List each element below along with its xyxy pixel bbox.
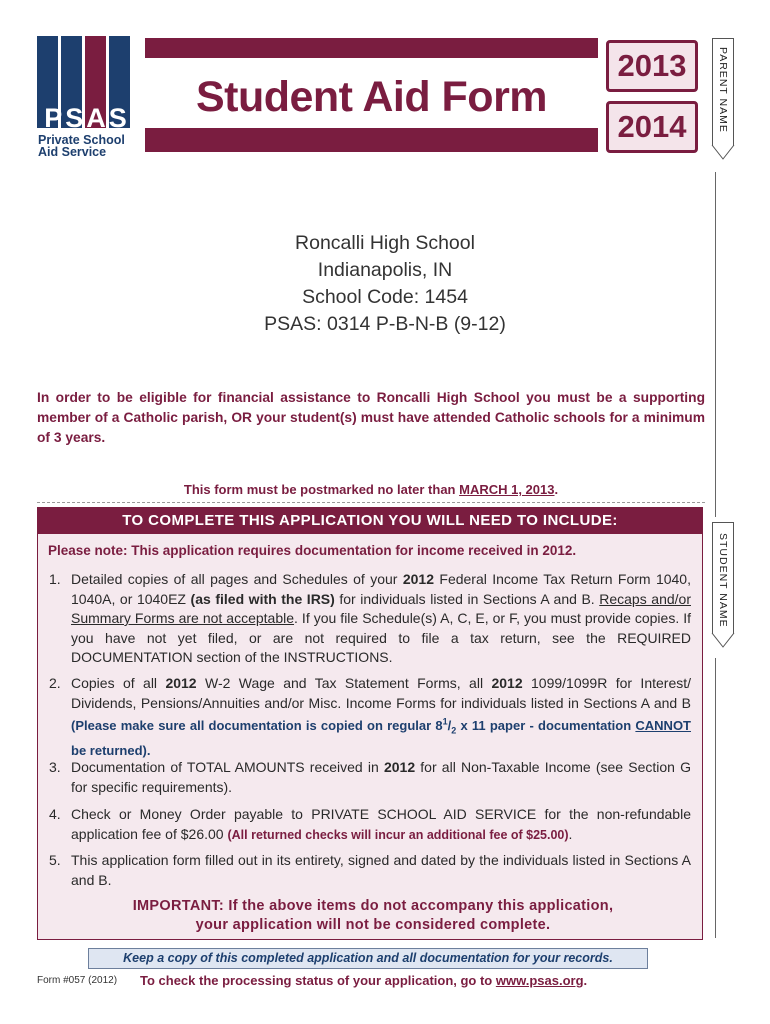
parent-name-label: PARENT NAME: [717, 47, 729, 133]
item2-paren-1: (Please make sure all documentation is copied on regular 8: [71, 718, 443, 734]
item-number: 2.: [49, 675, 61, 691]
item-number: 1.: [49, 571, 61, 587]
item-number: 4.: [49, 806, 61, 822]
year-2013-box: 2013: [606, 40, 698, 92]
status-prefix: To check the processing status of your application, go to: [140, 973, 496, 988]
item2-slash: /: [447, 718, 452, 734]
item1-filed: (as filed with the IRS): [190, 590, 335, 607]
postmark-date: MARCH 1, 2013: [459, 482, 555, 497]
keep-copy-notice: Keep a copy of this completed application and all documentation for your records.: [88, 948, 648, 969]
requirement-item-2: [49, 674, 691, 761]
student-tab-arrow: [711, 633, 735, 649]
school-code: School Code: 1454: [302, 286, 468, 308]
requirement-item-4: [49, 805, 691, 845]
student-name-tab: [712, 522, 734, 634]
requirement-item-5: [49, 851, 691, 890]
title-bar-bottom: [145, 128, 598, 152]
psas-logo: [37, 36, 137, 161]
logo-name-line2: Aid Service: [38, 145, 107, 159]
page-title: Student Aid Form: [195, 73, 548, 121]
item4-text-a: Check or Money Order payable to PRIVATE SCHOOL AID SERVICE for the non-refundable application fee of $26.00: [71, 806, 691, 842]
item2-text-b: W-2 Wage and Tax Statement Forms, all: [196, 675, 492, 691]
requirement-item-1: [49, 570, 691, 668]
item1-recaps: Recaps and/or Summary Forms are not acceptable: [71, 590, 691, 626]
logo-name-line1: Private School: [38, 133, 125, 147]
item1-text-d: . If you file Schedule(s) A, C, E, or F, you must provide copies. If you have not yet filed, or are not required to file a tax return, see the REQUIRED DOCUMENTATION section of the INSTRUCTIONS.: [71, 610, 692, 665]
important-line-2: your application will not be considered complete.: [195, 917, 551, 933]
status-suffix: .: [583, 973, 588, 988]
school-name: Roncalli High School: [295, 232, 475, 254]
item5-text-a: This application form filled out in its entirety, signed and dated by the individuals listed in Sections A and B.: [71, 852, 691, 888]
year-2014-box: 2014: [606, 101, 698, 153]
item1-text-c: for individuals listed in Sections A and B.: [334, 590, 600, 607]
item2-paren-2: x 11 paper - documentation: [456, 718, 636, 734]
postmark-suffix: .: [554, 482, 559, 497]
item-number: 3.: [49, 759, 61, 775]
psas-code: PSAS: 0314 P-B-N-B (9-12): [264, 313, 506, 335]
side-rule-bottom: [715, 658, 716, 938]
item1-year: 2012: [402, 571, 434, 587]
important-notice: [48, 897, 698, 935]
eligibility-statement: In order to be eligible for financial assistance to Roncalli High School you must be a supporting member of a Catholic parish, OR your student(s) must have attended Catholic schools for a minimum of 3 years.: [37, 390, 705, 445]
item2-year-2: 2012: [491, 675, 523, 691]
item2-sub: 2: [451, 725, 457, 736]
documentation-note: Please note: This application requires documentation for income received in 2012.: [48, 543, 577, 558]
item2-sup: 1: [442, 717, 448, 727]
item3-year: 2012: [383, 759, 416, 775]
item3-text-b: for all Non-Taxable Income (see Section G for specific requirements).: [71, 759, 691, 795]
item4-text-c: .: [568, 825, 573, 842]
postmark-deadline: [37, 482, 705, 497]
important-line-1: IMPORTANT: If the above items do not accompany this application,: [132, 898, 614, 914]
psas-website-link[interactable]: www.psas.org: [495, 973, 584, 988]
item-number: 5.: [49, 852, 61, 868]
item4-returned-fee: (All returned checks will incur an additional fee of $25.00): [227, 827, 569, 842]
side-rule-top: [715, 172, 716, 517]
postmark-prefix: This form must be postmarked no later than: [183, 482, 460, 497]
item1-text-a: Detailed copies of all pages and Schedules of your: [71, 571, 403, 587]
item2-year-1: 2012: [165, 675, 197, 691]
item2-paren-3: be returned).: [71, 743, 151, 759]
item2-paper-note: [71, 718, 691, 758]
logo-letters: PSAS: [44, 103, 130, 133]
parent-tab-arrow: [711, 145, 735, 161]
item2-cannot: CANNOT: [635, 718, 691, 734]
requirement-item-3: [49, 758, 691, 797]
item3-text-a: Documentation of TOTAL AMOUNTS received in: [71, 759, 384, 775]
item2-text-a: Copies of all: [71, 675, 166, 691]
title-bar-top: [145, 38, 598, 58]
status-check-line: [140, 973, 587, 988]
parent-name-tab: [712, 38, 734, 146]
school-location: Indianapolis, IN: [317, 259, 453, 281]
item1-text-b: Federal Income Tax Return Form 1040, 1040A, or 1040EZ: [71, 571, 691, 607]
requirements-header: TO COMPLETE THIS APPLICATION YOU WILL NEED TO INCLUDE:: [37, 507, 703, 534]
form-number: Form #057 (2012): [37, 975, 118, 986]
dotted-separator: [37, 502, 705, 503]
item2-text-c: 1099/1099R for Interest/ Dividends, Pensions/Annuities and/or Misc. Income Forms for individuals listed in Sections A and B: [71, 675, 692, 711]
student-name-label: STUDENT NAME: [717, 533, 729, 628]
